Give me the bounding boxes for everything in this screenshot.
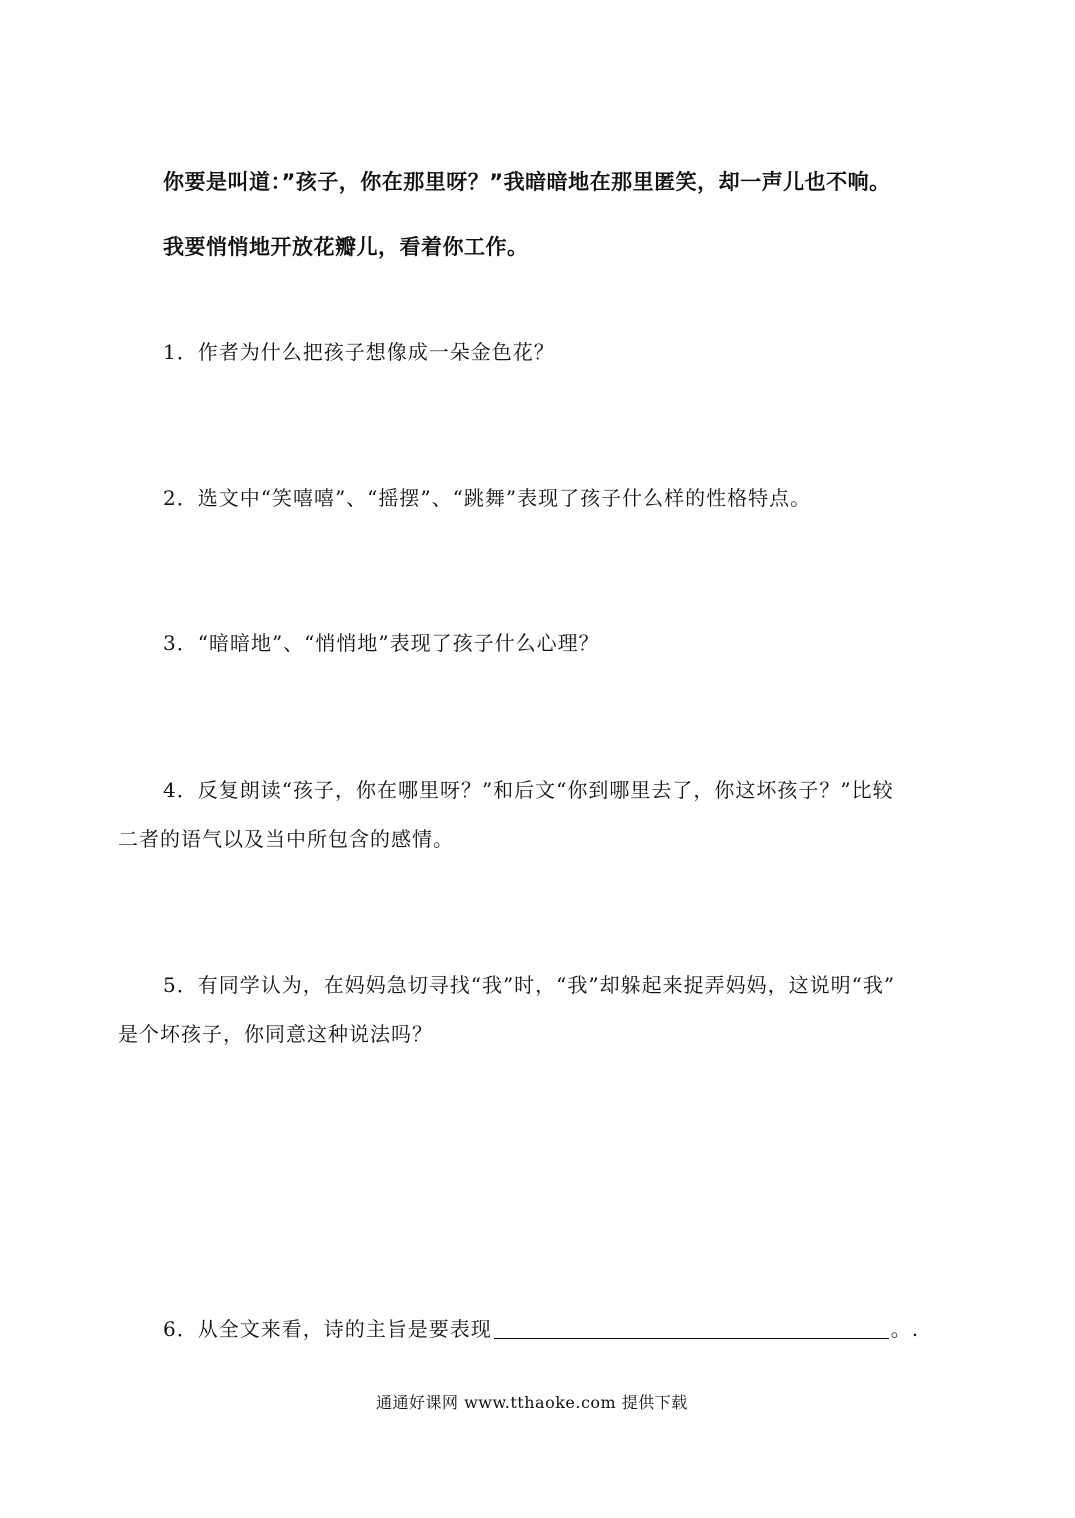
passage-line-1: 你要是叫道：”孩子，你在那里呀？”我暗暗地在那里匿笑，却一声儿也不响。 (163, 170, 891, 194)
question-6-prompt: 6．从全文来看，诗的主旨是要表现 (163, 1317, 492, 1341)
question-1: 1．作者为什么把孩子想像成一朵金色花？ (163, 340, 555, 364)
question-6-end: 。. (890, 1317, 920, 1341)
question-2: 2．选文中“笑嘻嘻”、“摇摆”、“跳舞”表现了孩子什么样的性格特点。 (163, 486, 812, 510)
passage-line-2: 我要悄悄地开放花瓣儿，看着你工作。 (163, 235, 529, 259)
question-3: 3．“暗暗地”、“悄悄地”表现了孩子什么心理？ (163, 631, 600, 655)
footer-credit: 通通好课网 www.tthaoke.com 提供下载 (376, 1393, 688, 1412)
question-6 (163, 1318, 919, 1339)
question-4-line-2: 二者的语气以及当中所包含的感情。 (118, 827, 454, 851)
question-5-line-2: 是个坏孩子，你同意这种说法吗？ (118, 1022, 433, 1046)
answer-blank[interactable] (494, 1318, 889, 1339)
question-5-line-1: 5．有同学认为，在妈妈急切寻找“我”时，“我”却躲起来捉弄妈妈，这说明“我” (163, 973, 896, 997)
question-4-line-1: 4．反复朗读“孩子，你在哪里呀？”和后文“你到哪里去了，你这坏孩子？”比较 (163, 778, 894, 802)
